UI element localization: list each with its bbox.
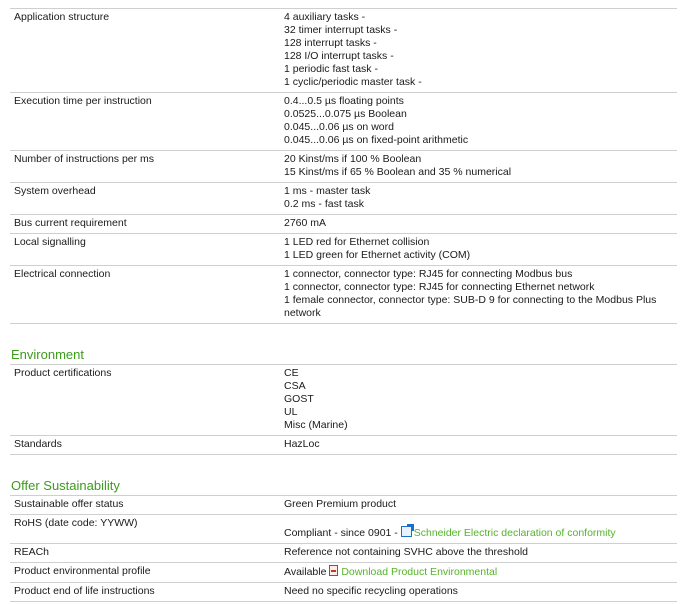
spec-value-line: 1 LED red for Ethernet collision: [284, 236, 430, 248]
spec-label: Local signalling: [14, 236, 86, 248]
spec-value-line: 1 connector, connector type: RJ45 for connecting Ethernet network: [284, 281, 595, 293]
spec-value: [284, 95, 677, 147]
spec-value-line: CE: [284, 367, 299, 379]
spec-value-line: 1 LED green for Ethernet activity (COM): [284, 249, 471, 261]
spec-value: [284, 565, 677, 579]
rohs-declaration-link[interactable]: Schneider Electric declaration of conformity: [413, 527, 616, 539]
spec-value: [284, 367, 677, 432]
spec-label: Number of instructions per ms: [14, 153, 155, 165]
spec-value: [284, 236, 677, 262]
spec-value-line: Misc (Marine): [284, 419, 348, 431]
spec-value-line: 128 I/O interrupt tasks -: [284, 50, 394, 62]
spec-value: [284, 517, 677, 540]
spec-value-line: 32 timer interrupt tasks -: [284, 24, 398, 36]
spec-label: Bus current requirement: [14, 217, 127, 229]
spec-row-sustainable-status: [10, 495, 677, 515]
spec-value: [284, 217, 677, 230]
spec-label: REACh: [14, 546, 50, 558]
spec-value-line: 1 female connector, connector type: SUB-D 9 for connecting to the Modbus Plus: [284, 294, 657, 306]
spec-table-environment: [10, 364, 677, 455]
spec-label: Product environmental profile: [14, 565, 151, 577]
spec-value-line: 20 Kinst/ms if 100 % Boolean: [284, 153, 422, 165]
spec-value-line: 128 interrupt tasks -: [284, 37, 377, 49]
spec-value-line: 0.045...0.06 µs on word: [284, 121, 394, 133]
spec-label: Electrical connection: [14, 268, 111, 280]
spec-row: [10, 93, 677, 151]
spec-value-line: network: [284, 307, 321, 319]
spec-value-line: UL: [284, 406, 298, 418]
spec-value-line: 0.045...0.06 µs on fixed-point arithmetic: [284, 134, 469, 146]
spec-row-rohs: [10, 515, 677, 544]
spec-value: [284, 11, 677, 89]
spec-row: [10, 234, 677, 266]
spec-value: [284, 268, 677, 320]
spec-value-line: 1 connector, connector type: RJ45 for connecting Modbus bus: [284, 268, 573, 280]
spec-label: Execution time per instruction: [14, 95, 152, 107]
spec-row-end-of-life: [10, 583, 677, 602]
section-title-environment: Environment: [11, 347, 84, 362]
spec-table-sustainability: [10, 495, 677, 602]
spec-row: [10, 151, 677, 183]
spec-value-line: GOST: [284, 393, 314, 405]
spec-label: RoHS (date code: YYWW): [14, 517, 138, 529]
spec-label: Product end of life instructions: [14, 585, 155, 597]
spec-value-line: 0.4...0.5 µs floating points: [284, 95, 404, 107]
spec-row: [10, 8, 677, 93]
spec-row: [10, 183, 677, 215]
spec-table-top: [10, 8, 677, 324]
spec-value: Green Premium product: [284, 498, 397, 510]
spec-value-line: HazLoc: [284, 438, 320, 450]
spec-row: [10, 215, 677, 234]
spec-value-line: 15 Kinst/ms if 65 % Boolean and 35 % numerical: [284, 166, 512, 178]
spec-sheet: [10, 8, 677, 602]
spec-value-line: 1 cyclic/periodic master task -: [284, 76, 422, 88]
spec-row: [10, 266, 677, 324]
spec-value-line: 4 auxiliary tasks -: [284, 11, 366, 23]
spec-value: Need no specific recycling operations: [284, 585, 458, 597]
spec-value: Reference not containing SVHC above the threshold: [284, 546, 528, 558]
pdf-document-icon: [329, 565, 338, 576]
spec-value-line: 2760 mA: [284, 217, 327, 229]
spec-row: [10, 364, 677, 436]
spec-label: Product certifications: [14, 367, 112, 379]
spec-label: Sustainable offer status: [14, 498, 124, 510]
env-profile-status-text: Available: [284, 566, 327, 578]
spec-label: Application structure: [14, 11, 110, 23]
external-link-icon: [401, 526, 412, 537]
spec-label: Standards: [14, 438, 62, 450]
section-title-sustainability: Offer Sustainability: [11, 478, 120, 493]
spec-label: System overhead: [14, 185, 96, 197]
spec-value-line: 1 ms - master task: [284, 185, 371, 197]
spec-value-line: CSA: [284, 380, 306, 392]
spec-row-env-profile: [10, 563, 677, 583]
spec-value-line: 1 periodic fast task -: [284, 63, 378, 75]
spec-row: [10, 436, 677, 455]
rohs-status-text: Compliant - since 0901 -: [284, 527, 398, 539]
spec-value-line: 0.0525...0.075 µs Boolean: [284, 108, 407, 120]
spec-row-reach: [10, 544, 677, 563]
download-env-profile-link[interactable]: Download Product Environmental: [341, 566, 498, 578]
spec-value: [284, 153, 677, 179]
spec-value: [284, 438, 677, 451]
spec-value-line: 0.2 ms - fast task: [284, 198, 364, 210]
spec-value: [284, 185, 677, 211]
